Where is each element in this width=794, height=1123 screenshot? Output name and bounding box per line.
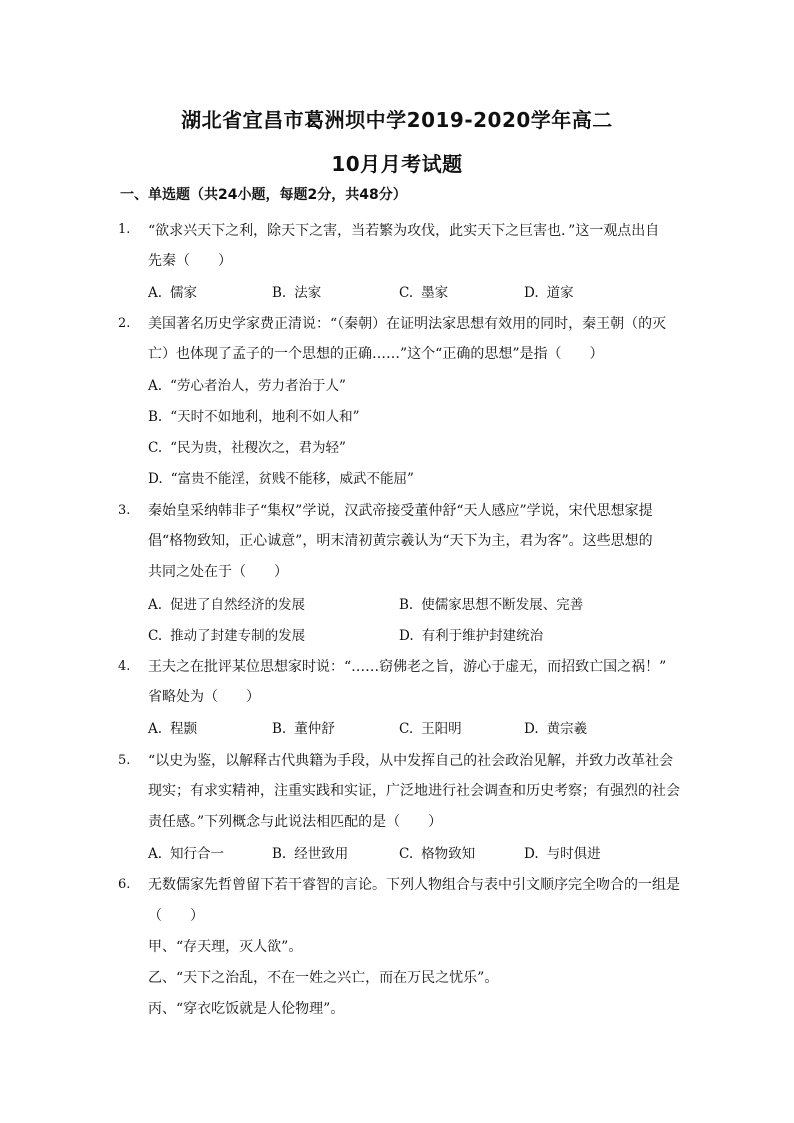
question-6-number: 6. bbox=[118, 877, 131, 892]
question-1-option-d[interactable]: D. 道家 bbox=[524, 285, 574, 301]
question-4-option-b[interactable]: B. 董仲舒 bbox=[272, 721, 335, 737]
question-1-text-line-1: “欲求兴天下之利，除天下之害，当若繁为攻伐，此实天下之巨害也．”这一观点出自 bbox=[148, 223, 660, 239]
question-4-option-c[interactable]: C. 王阳明 bbox=[399, 721, 462, 737]
question-1-option-a[interactable]: A. 儒家 bbox=[148, 285, 198, 301]
question-5-text-line-2: 现实；有求实精神，注重实践和实证，广泛地进行社会调查和历史考察；有强烈的社会 bbox=[148, 783, 680, 799]
question-2-text-line-2: 亡）也体现了孟子的一个思想的正确……”这个“正确的思想”是指（ ） bbox=[148, 346, 604, 362]
question-2-option-c[interactable]: C. “民为贵，社稷次之，君为轻” bbox=[148, 440, 346, 456]
question-3-text-line-1: 秦始皇采纳韩非子“集权”学说，汉武帝接受董仲舒“天人感应”学说，宋代思想家提 bbox=[148, 503, 653, 519]
question-5-option-d[interactable]: D. 与时俱进 bbox=[524, 846, 601, 862]
question-1-number: 1. bbox=[118, 222, 131, 237]
question-3-option-d[interactable]: D. 有利于维护封建统治 bbox=[399, 628, 544, 644]
question-5-text-line-3: 责任感。”下列概念与此说法相匹配的是（ ） bbox=[148, 814, 443, 830]
question-1-text-line-2: 先秦（ ） bbox=[148, 253, 232, 269]
question-6-quote-jia: 甲、“存天理，灭人欲”。 bbox=[148, 939, 303, 955]
exam-title: 湖北省宜昌市葛洲坝中学2019-2020学年高二 bbox=[181, 108, 613, 132]
question-1-option-b[interactable]: B. 法家 bbox=[272, 285, 322, 301]
question-5-number: 5. bbox=[118, 753, 131, 768]
question-2-option-d[interactable]: D. “富贵不能淫，贫贱不能移，威武不能屈” bbox=[148, 471, 414, 487]
question-5-option-a[interactable]: A. 知行合一 bbox=[148, 846, 225, 862]
question-1-option-c[interactable]: C. 墨家 bbox=[399, 285, 449, 301]
question-5-option-c[interactable]: C. 格物致知 bbox=[399, 846, 476, 862]
exam-subtitle: 10月月考试题 bbox=[331, 152, 463, 176]
question-5-text-line-1: “以史为鉴，以解释古代典籍为手段，从中发挥自己的社会政治见解，并致力改革社会 bbox=[148, 753, 674, 769]
question-6-text-line-2: （ ） bbox=[148, 908, 204, 924]
question-2-text-line-1: 美国著名历史学家费正清说：“（秦朝）在证明法家思想有效用的同时，秦王朝（的灭 bbox=[148, 316, 667, 332]
section-header: 一、单选题（共24小题，每题2分，共48分） bbox=[120, 187, 407, 203]
question-3-text-line-3: 共同之处在于（ ） bbox=[148, 564, 288, 580]
question-4-option-a[interactable]: A. 程颢 bbox=[148, 721, 198, 737]
question-3-option-c[interactable]: C. 推动了封建专制的发展 bbox=[148, 628, 306, 644]
question-6-text-line-1: 无数儒家先哲曾留下若干睿智的言论。下列人物组合与表中引文顺序完全吻合的一组是 bbox=[148, 877, 680, 893]
question-4-number: 4. bbox=[118, 659, 131, 674]
question-4-text-line-1: 王夫之在批评某位思想家时说：“……窃佛老之旨，游心于虚无，而招致亡国之祸！” bbox=[148, 659, 667, 675]
question-5-option-b[interactable]: B. 经世致用 bbox=[272, 846, 349, 862]
question-4-text-line-2: 省略处为（ ） bbox=[148, 689, 260, 705]
question-2-number: 2. bbox=[118, 316, 131, 331]
question-3-option-b[interactable]: B. 使儒家思想不断发展、完善 bbox=[399, 597, 584, 613]
question-3-text-line-2: 倡“格物致知，正心诚意”，明末清初黄宗羲认为“天下为主，君为客”。这些思想的 bbox=[148, 533, 653, 549]
question-3-option-a[interactable]: A. 促进了自然经济的发展 bbox=[148, 597, 306, 613]
question-2-option-b[interactable]: B. “天时不如地利，地利不如人和” bbox=[148, 409, 360, 425]
question-3-number: 3. bbox=[118, 503, 131, 518]
question-6-quote-yi: 乙、“天下之治乱，不在一姓之兴亡，而在万民之忧乐”。 bbox=[148, 970, 499, 986]
question-6-quote-bing: 丙、“穿衣吃饭就是人伦物理”。 bbox=[148, 1001, 345, 1017]
question-4-option-d[interactable]: D. 黄宗羲 bbox=[524, 721, 588, 737]
question-2-option-a[interactable]: A. “劳心者治人，劳力者治于人” bbox=[148, 378, 346, 394]
